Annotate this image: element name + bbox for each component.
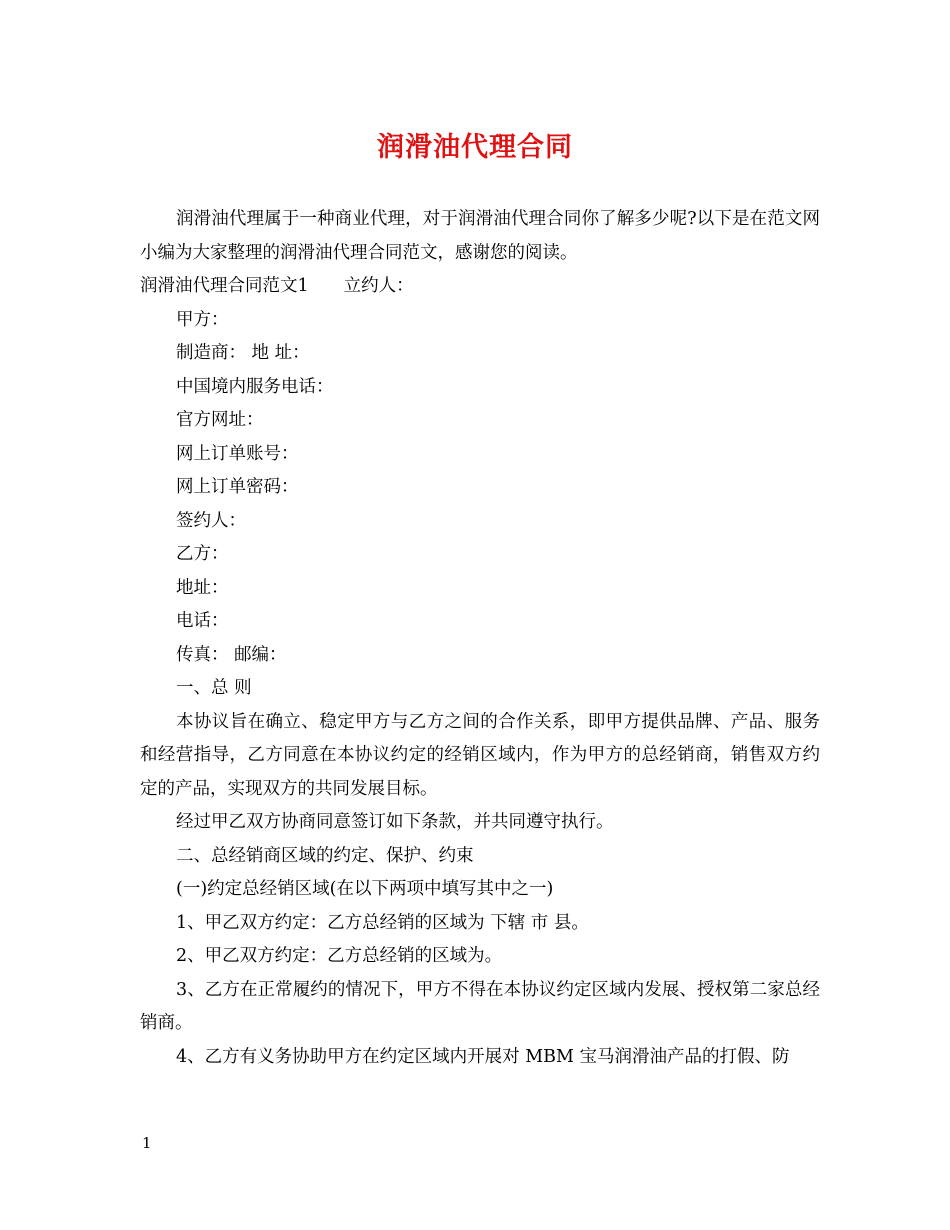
paragraph: 中国境内服务电话： <box>176 376 334 397</box>
paragraph: 2、甲乙双方约定：乙方总经销的区域为。 <box>176 946 503 966</box>
paragraph: 制造商： 地 址： <box>176 343 310 363</box>
paragraph: 电话： <box>176 611 229 631</box>
paragraph: 网上订单密码： <box>176 477 299 497</box>
paragraph: 润滑油代理合同范文1 立约人： <box>140 276 414 296</box>
paragraph: (一)约定总经销区域(在以下两项中填写其中之一) <box>176 879 554 899</box>
paragraph: 签约人： <box>176 510 246 531</box>
paragraph: 乙方： <box>176 544 229 564</box>
paragraph: 一、总 则 <box>176 678 252 698</box>
paragraph: 润滑油代理属于一种商业代理，对于润滑油代理合同你了解多少呢?以下是在范文网小编为大家整理的润滑油代理合同范文，感谢您的阅读。 <box>140 209 820 263</box>
paragraph: 传真： 邮编： <box>176 644 287 665</box>
paragraph: 二、总经销商区域的约定、保护、约束 <box>176 845 474 866</box>
document-title: 润滑油代理合同 <box>377 132 573 163</box>
document-body <box>140 203 820 1074</box>
paragraph: 1、甲乙双方约定：乙方总经销的区域为 下辖 市 县。 <box>176 912 589 933</box>
paragraph: 官方网址： <box>176 410 264 430</box>
paragraph: 3、乙方在正常履约的情况下，甲方不得在本协议约定区域内发展、授权第二家总经销商。 <box>140 979 820 1033</box>
paragraph: 经过甲乙双方协商同意签订如下条款，并共同遵守执行。 <box>176 812 614 832</box>
paragraph: 本协议旨在确立、稳定甲方与乙方之间的合作关系，即甲方提供品牌、产品、服务和经营指导，乙方同意在本协议约定的经销区域内，作为甲方的总经销商，销售双方约定的产品，实现双方的共同发展目标。 <box>140 711 820 799</box>
paragraph: 4、乙方有义务协助甲方在约定区域内开展对 MBM 宝马润滑油产品的打假、防 <box>176 1046 790 1067</box>
page-number: 1 <box>142 1134 152 1152</box>
paragraph: 网上订单账号： <box>176 443 299 464</box>
paragraph: 地址： <box>176 577 229 598</box>
paragraph: 甲方： <box>176 309 229 330</box>
